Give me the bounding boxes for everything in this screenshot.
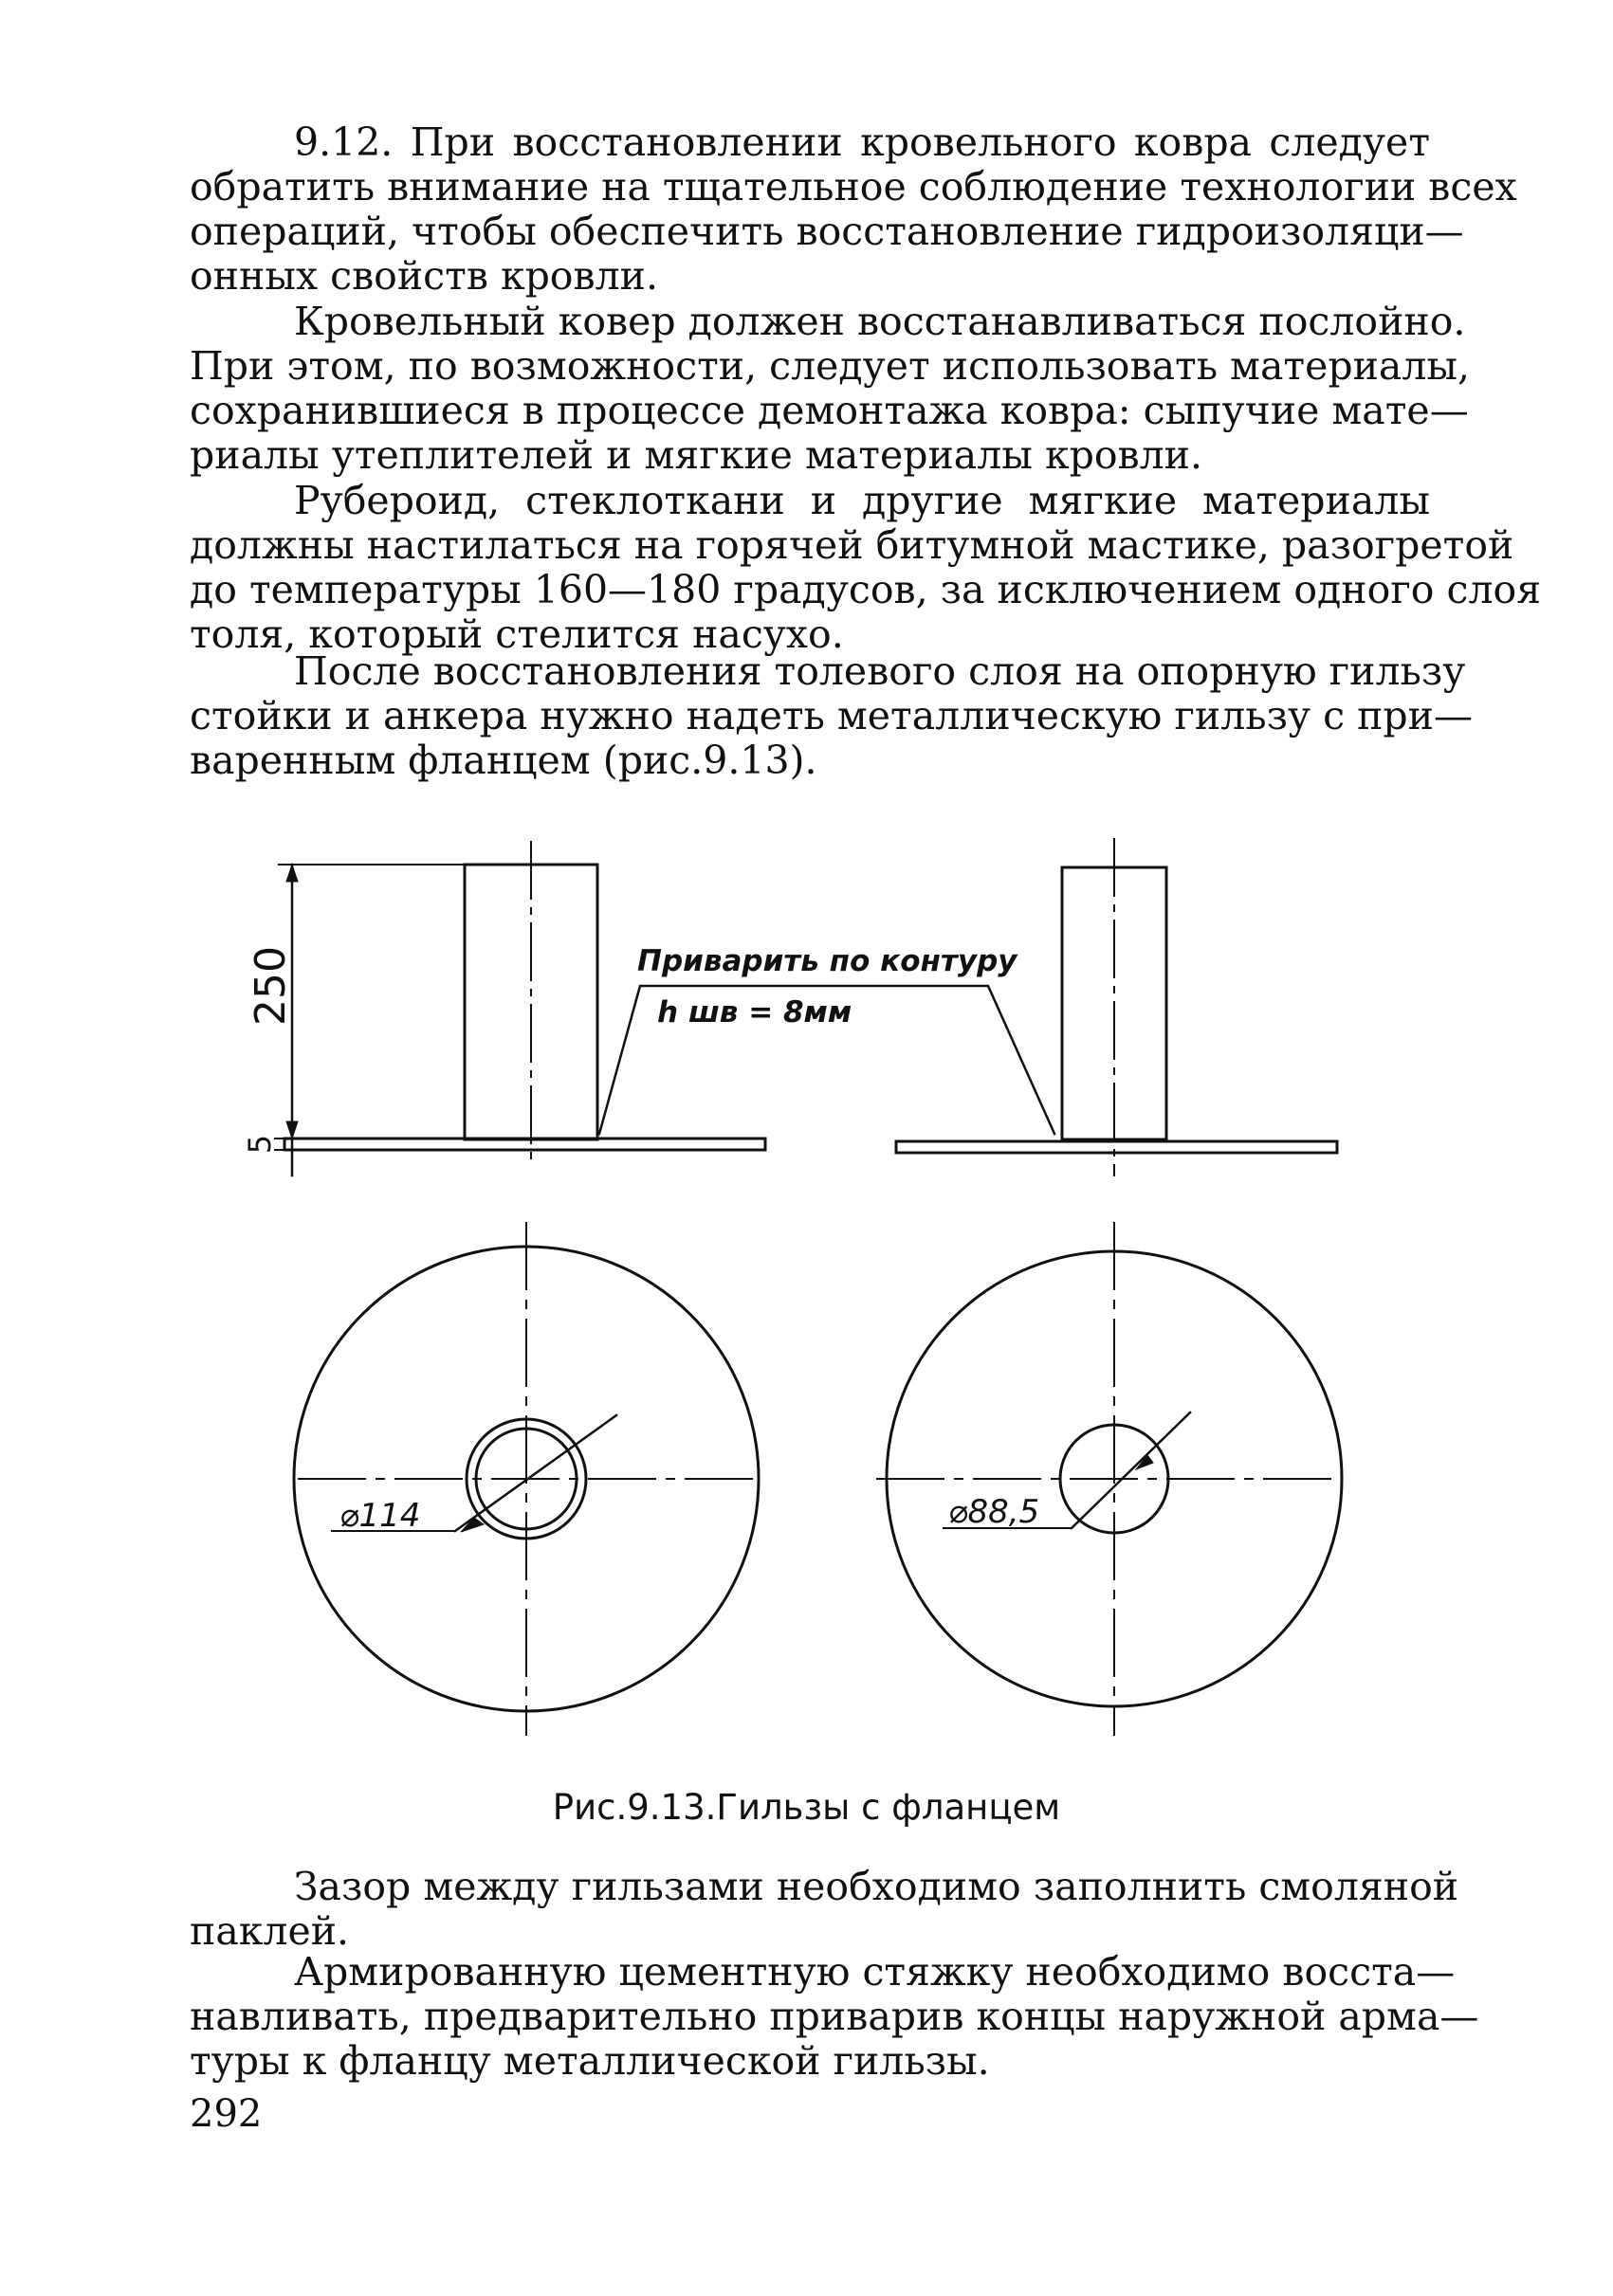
paragraph-gap [190, 1864, 1459, 1954]
diameter-arrow [1136, 1455, 1153, 1469]
right-sleeve-body [1062, 867, 1166, 1139]
text-line: стойки и анкера нужно надеть металлическую гильзу с при— [190, 693, 1473, 738]
paragraph-screed [190, 1949, 1479, 2084]
text-line: Рубероид, стеклоткани и другие мягкие материалы [294, 478, 1430, 523]
text-line: толя, который стелится насухо. [190, 611, 844, 657]
text-line: обратить внимание на тщательное соблюдение технологии всех [190, 164, 1517, 210]
text-line: При этом, по возможности, следует использовать материалы, [190, 343, 1471, 389]
text-line: онных свойств кровли. [190, 253, 658, 299]
text-line: Армированную цементную стяжку необходимо восста— [294, 1949, 1456, 1995]
weld-note-size: h шв = 8мм [657, 995, 852, 1030]
diameter-label-right: ⌀88,5 [948, 1493, 1040, 1531]
text-line: 9.12. При восстановлении кровельного ковра следует [294, 119, 1430, 165]
weld-note-title: Приварить по контуру [637, 944, 1017, 978]
right-sleeve-circle [1060, 1425, 1168, 1533]
left-sleeve-outer-circle [467, 1419, 586, 1539]
text-line: Зазор между гильзами необходимо заполнить смоляной [294, 1864, 1459, 1909]
page-number: 292 [190, 2092, 263, 2136]
left-diameter-leader [455, 1415, 616, 1531]
text-line: варенным фланцем (рис.9.13). [190, 738, 817, 783]
right-diameter-leader [1072, 1412, 1190, 1528]
dimension-arrow [286, 1121, 298, 1139]
text-line: сохранившиеся в процессе демонтажа ковра: сыпучие мате— [190, 388, 1469, 433]
diameter-arrow [461, 1518, 484, 1532]
diameter-label-left: ⌀114 [339, 1497, 421, 1535]
text-line: операций, чтобы обеспечить восстановление гидроизоляци— [190, 209, 1464, 254]
weld-leader-line [599, 986, 1054, 1134]
text-line: навливать, предварительно приварив концы наружной арма— [190, 1994, 1479, 2039]
right-flange-circle [887, 1251, 1342, 1706]
section-9-12 [190, 119, 1517, 299]
text-line: риалы утеплителей и мягкие материалы кровли. [190, 432, 1203, 478]
text-line: Кровельный ковер должен восстанавливаться послойно. [294, 299, 1466, 344]
text-line: до температуры 160—180 градусов, за исключением одного слоя [190, 567, 1542, 612]
text-line: После восстановления толевого слоя на опорную гильзу [294, 648, 1466, 694]
right-flange [896, 1141, 1337, 1153]
paragraph-ruberoid [190, 478, 1542, 657]
text-line: паклей. [190, 1908, 350, 1954]
figure-caption: Рис.9.13.Гильзы с фланцем [552, 1787, 1061, 1828]
text-line: туры к фланцу металлической гильзы. [190, 2038, 990, 2084]
left-flange [284, 1139, 765, 1150]
left-sleeve-body [465, 865, 597, 1139]
dimension-label-flange: 5 [242, 1134, 278, 1155]
left-flange-circle [294, 1247, 759, 1711]
left-sleeve-inner-circle [476, 1429, 577, 1529]
dimension-arrow [286, 865, 298, 882]
paragraph-layering [190, 299, 1471, 478]
paragraph-sleeve [190, 648, 1473, 783]
text-line: должны настилаться на горячей битумной мастике, разогретой [190, 522, 1514, 568]
dimension-label-height: 250 [247, 946, 295, 1026]
